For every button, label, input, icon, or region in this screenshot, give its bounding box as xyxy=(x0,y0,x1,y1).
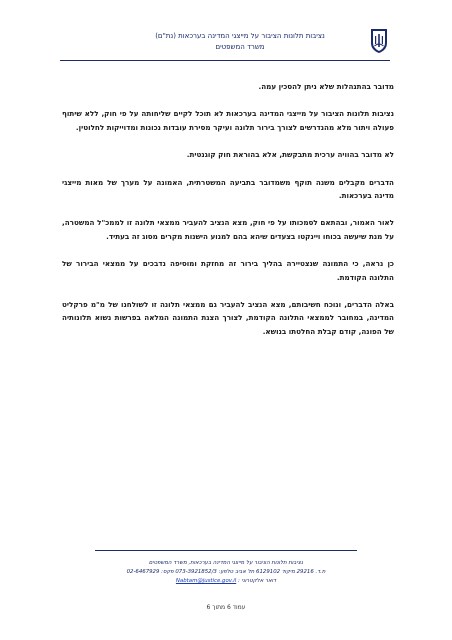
paragraph: לא מדובר בהוויה ערכית מתבקשת, אלא בהוראת חוק קוגנטית. xyxy=(186,150,394,160)
letterhead-ministry: משרד המשפטים xyxy=(215,43,265,51)
footer-address: ת.ד. 29216 מיקוד 6129102 תל אביב טלפון: 073-3921852/3 פקס: 02-6467929 xyxy=(126,569,326,575)
footer-organization: נציבות תלונות הציבור על מייצגי המדינה בערכאות, משרד המשפטים xyxy=(148,560,304,566)
footer-email-link[interactable]: Nabtam@justice.gov.il xyxy=(175,578,237,584)
letterhead xyxy=(60,28,390,61)
paragraph: הדברים מקבלים משנה תוקף משמדובר בתביעה המשטרתית, האמונה על מערך של מאות מייצגי מדינה בערכאות. xyxy=(62,177,394,201)
footer-email-label: דואר אלקטרוני : xyxy=(237,578,277,584)
paragraph: באלה הדברים, ונוכח חשיבותם, מצא הנציב להעביר גם ממצאי תלונה זו לשולחנו של מ"מ פרקליט המדינה, במחובר לממצאי התלונה הקודמת, לצורך הצגת התמונה המלאה בפרשות נשוא תלונותיה של הפונה, קודם קבלת החלטתו בנושא. xyxy=(62,300,394,336)
letterhead-title: נציבות תלונות הציבור על מייצגי המדינה בערכאות (נת"ם) xyxy=(155,32,325,40)
paragraph: לאור האמור, ובהתאם לסמכותו על פי חוק, מצא הנציב להעביר ממצאי תלונה זו לממכ"ל המשטרה, על מנת שיעשה בכוחו ויינקטו בצעדים שיהא בהם למנוע הישנות מקרים מסוג זה בעתיד. xyxy=(62,218,394,241)
paragraph: נציבות תלונות הציבור על מייצגי המדינה בערכאות לא תוכל לקיים שליחותה על פי חוק, ללא שיתוף פעולה ויתור מלא מהנדרשים לצורך בירור תלונה ועיקר מסירת עובדות נכונות ומדוייקות לחלוטין. xyxy=(62,109,394,132)
paragraph: מדובר בהתנהלות שלא ניתן להסכין עמה. xyxy=(258,82,394,91)
letter-body xyxy=(62,80,394,352)
footer-email-line xyxy=(95,577,357,586)
page-number: עמוד 6 מתוך 6 xyxy=(206,604,246,611)
paragraph: כן נראה, כי התמונה שנצטיירה בהליך בירור זה מחזקת ומוסיפה נדבכים על ממצאי הבירור של התלונה הקודמת. xyxy=(62,259,394,282)
letter-footer xyxy=(95,550,357,586)
